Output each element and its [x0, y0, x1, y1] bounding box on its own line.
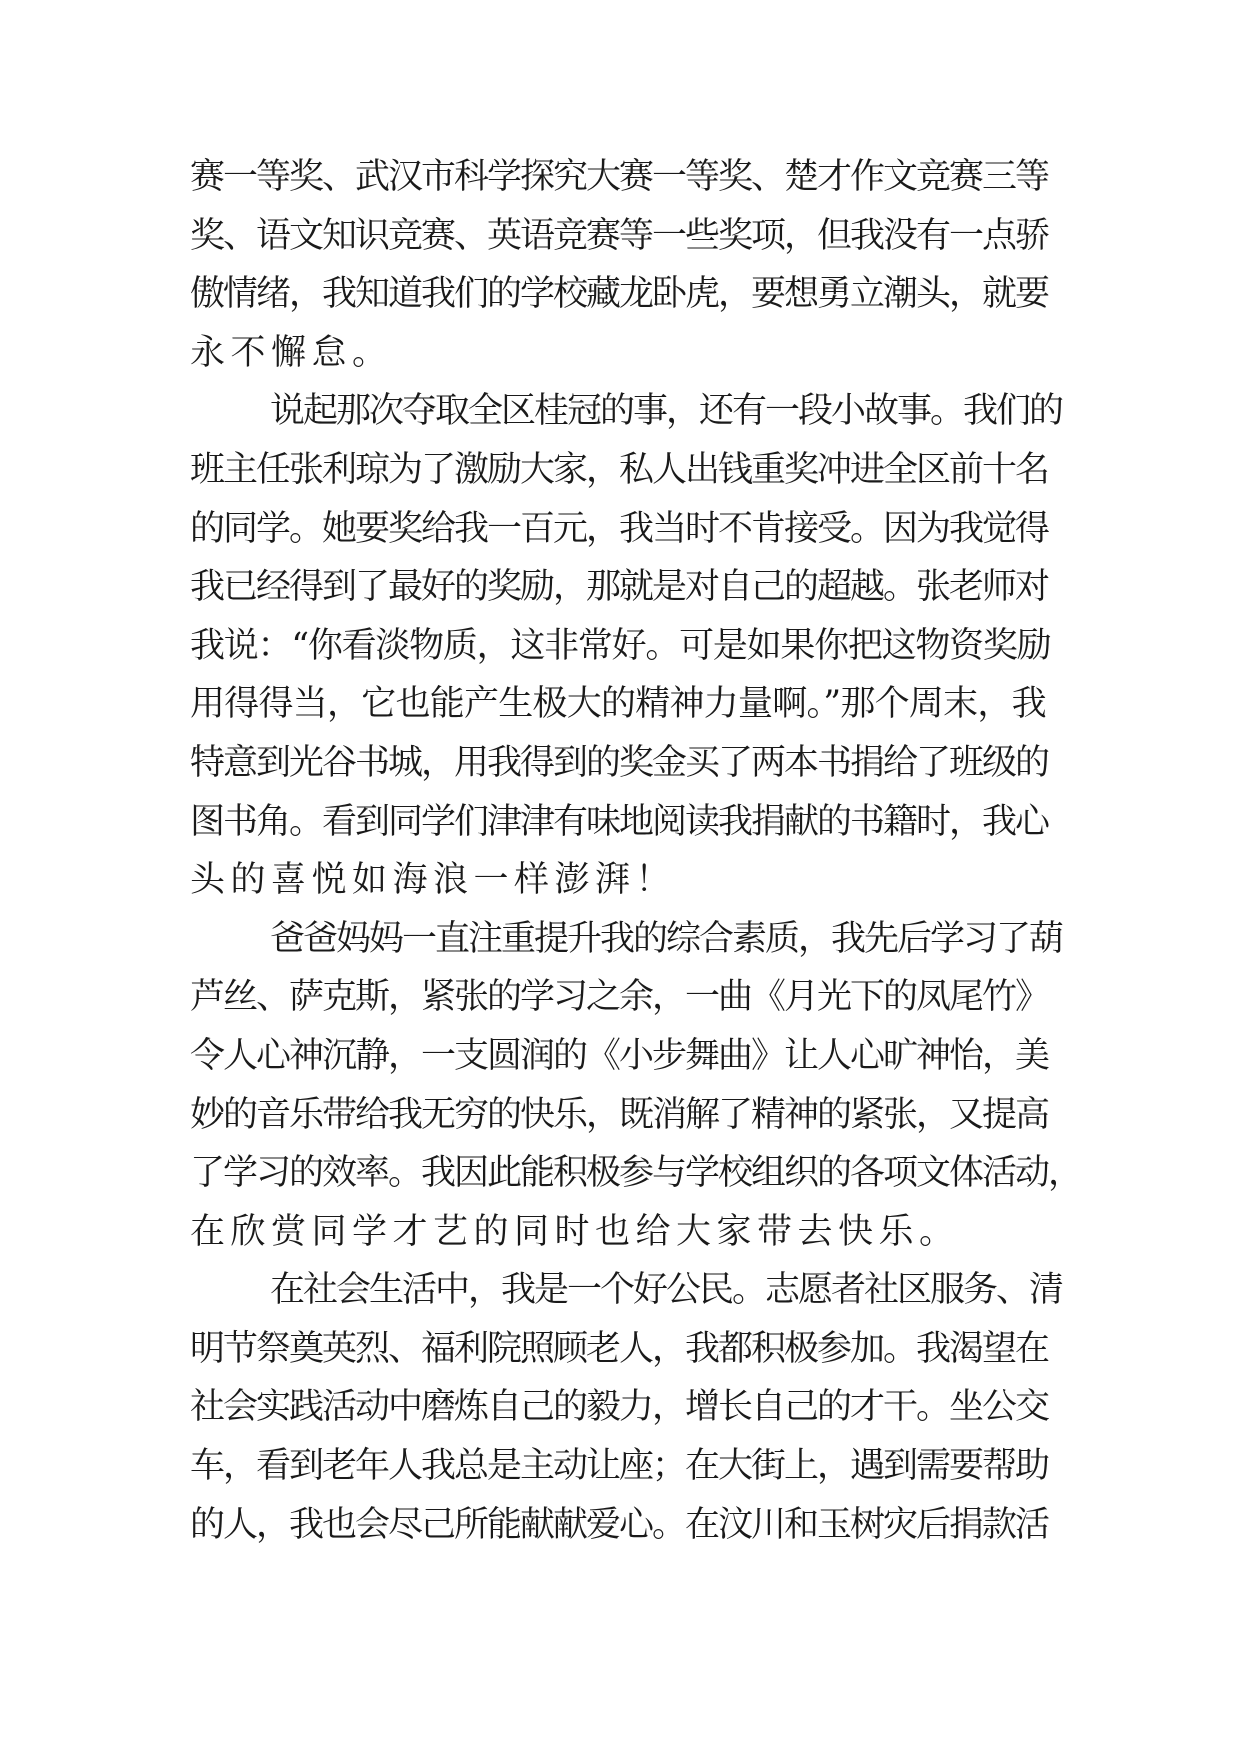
- text-line: 令人心神沉静，一支圆润的《小步舞曲》让人心旷神怡，美: [190, 1035, 1049, 1076]
- text-line: 用得得当，它也能产生极大的精神力量啊。”那个周末，我: [190, 684, 1046, 725]
- text-line: 明节祭奠英烈、福利院照顾老人，我都积极参加。我渴望在: [190, 1328, 1049, 1369]
- text-line: 头的喜悦如海浪一样澎湃！: [190, 860, 677, 901]
- text-line: 赛一等奖、武汉市科学探究大赛一等奖、楚才作文竞赛三等: [190, 157, 1049, 197]
- text-line: 特意到光谷书城，用我得到的奖金买了两本书捐给了班级的: [190, 742, 1049, 783]
- text-line: 傲情绪，我知道我们的学校藏龙卧虎，要想勇立潮头，就要: [190, 274, 1049, 315]
- text-line: 图书角。看到同学们津津有味地阅读我捐献的书籍时，我心: [190, 801, 1049, 842]
- text-line: 社会实践活动中磨炼自己的毅力，增长自己的才干。坐公交: [190, 1387, 1049, 1428]
- text-line: 的人，我也会尽己所能献献爱心。在汶川和玉树灾后捐款活: [190, 1504, 1049, 1545]
- text-line: 芦丝、萨克斯，紧张的学习之余，一曲《月光下的凤尾竹》: [190, 977, 1049, 1018]
- text-line: 在社会生活中，我是一个好公民。志愿者社区服务、清: [270, 1270, 1063, 1311]
- text-line: 妙的音乐带给我无穷的快乐，既消解了精神的紧张，又提高: [190, 1094, 1049, 1135]
- text-line: 班主任张利琼为了激励大家，私人出钱重奖冲进全区前十名: [190, 449, 1049, 490]
- text-line: 我说：“你看淡物质，这非常好。可是如果你把这物资奖励: [190, 625, 1051, 666]
- text-line: 永不懈怠。: [190, 332, 393, 373]
- text-line: 奖、语文知识竞赛、英语竞赛等一些奖项，但我没有一点骄: [190, 215, 1049, 256]
- text-line: 我已经得到了最好的奖励，那就是对自己的超越。张老师对: [190, 567, 1049, 608]
- text-line: 在欣赏同学才艺的同时也给大家带去快乐。: [190, 1211, 960, 1252]
- text-line: 爸爸妈妈一直注重提升我的综合素质，我先后学习了葫: [270, 918, 1063, 959]
- document-body: [190, 148, 1082, 1554]
- text-line: 了学习的效率。我因此能积极参与学校组织的各项文体活动，: [190, 1153, 1082, 1194]
- text-line: 的同学。她要奖给我一百元，我当时不肯接受。因为我觉得: [190, 508, 1049, 549]
- text-line: 车，看到老年人我总是主动让座；在大街上，遇到需要帮助: [190, 1446, 1049, 1487]
- text-line: 说起那次夺取全区桂冠的事，还有一段小故事。我们的: [270, 391, 1063, 432]
